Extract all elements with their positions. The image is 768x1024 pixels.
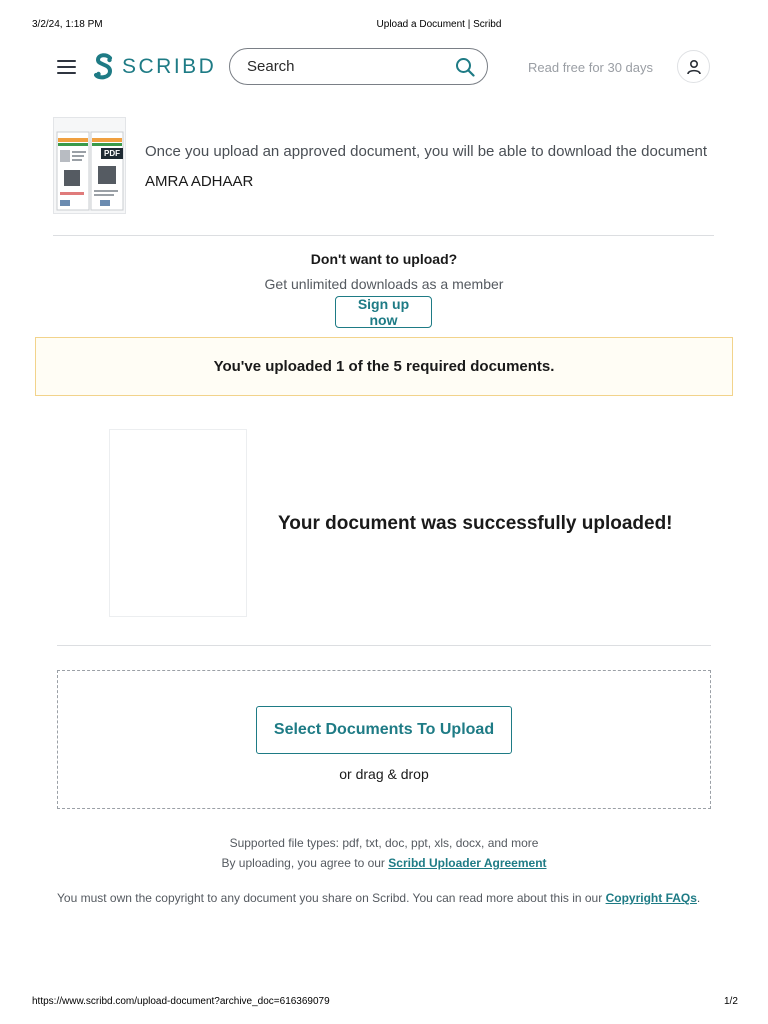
pdf-badge: PDF <box>101 148 123 159</box>
search-input[interactable] <box>245 57 455 76</box>
menu-icon[interactable] <box>57 60 76 74</box>
uploader-agreement-link[interactable]: Scribd Uploader Agreement <box>388 856 547 870</box>
read-free-link[interactable]: Read free for 30 days <box>528 60 654 75</box>
divider <box>53 235 714 236</box>
search-bar[interactable] <box>229 48 488 85</box>
copyright-text: You must own the copyright to any document you share on Scribd. You can read more about this in our <box>57 891 603 905</box>
promo-title: Don't want to upload? <box>310 251 458 267</box>
search-icon[interactable] <box>455 57 475 77</box>
upload-progress-banner <box>35 337 733 396</box>
document-title: AMRA ADHAAR <box>145 173 254 190</box>
divider <box>57 645 711 646</box>
uploaded-document-preview <box>109 429 247 617</box>
logo-text: SCRIBD <box>122 55 217 78</box>
drag-drop-hint: or drag & drop <box>339 766 429 782</box>
upload-progress-message: You've uploaded 1 of the 5 required documents. <box>213 358 555 375</box>
copyright-faqs-link[interactable]: Copyright FAQs <box>605 891 697 905</box>
select-documents-button[interactable]: Select Documents To Upload <box>256 706 512 754</box>
copyright-notice <box>57 888 711 908</box>
download-note: Once you upload an approved document, you will be able to download the document <box>145 143 708 160</box>
print-datetime: 3/2/24, 1:18 PM <box>32 19 103 30</box>
print-page-title: Upload a Document | Scribd <box>376 19 502 30</box>
document-preview-image <box>54 118 126 214</box>
agreement-prefix: By uploading, you agree to our <box>221 856 385 870</box>
sign-up-button[interactable]: Sign up now <box>335 296 432 328</box>
document-thumbnail <box>53 117 126 214</box>
print-page-number: 1/2 <box>724 996 738 1007</box>
upload-success-message: Your document was successfully uploaded! <box>278 513 673 534</box>
scribd-logo-icon <box>94 53 114 81</box>
supported-file-types: Supported file types: pdf, txt, doc, ppt, xls, docx, and more <box>229 836 539 850</box>
user-icon <box>686 59 702 75</box>
uploader-agreement-notice <box>0 856 768 870</box>
print-url: https://www.scribd.com/upload-document?archive_doc=616369079 <box>32 996 330 1007</box>
scribd-logo[interactable] <box>94 53 216 81</box>
copyright-period: . <box>696 891 701 905</box>
account-button[interactable] <box>677 50 710 83</box>
promo-subtitle: Get unlimited downloads as a member <box>264 276 504 292</box>
